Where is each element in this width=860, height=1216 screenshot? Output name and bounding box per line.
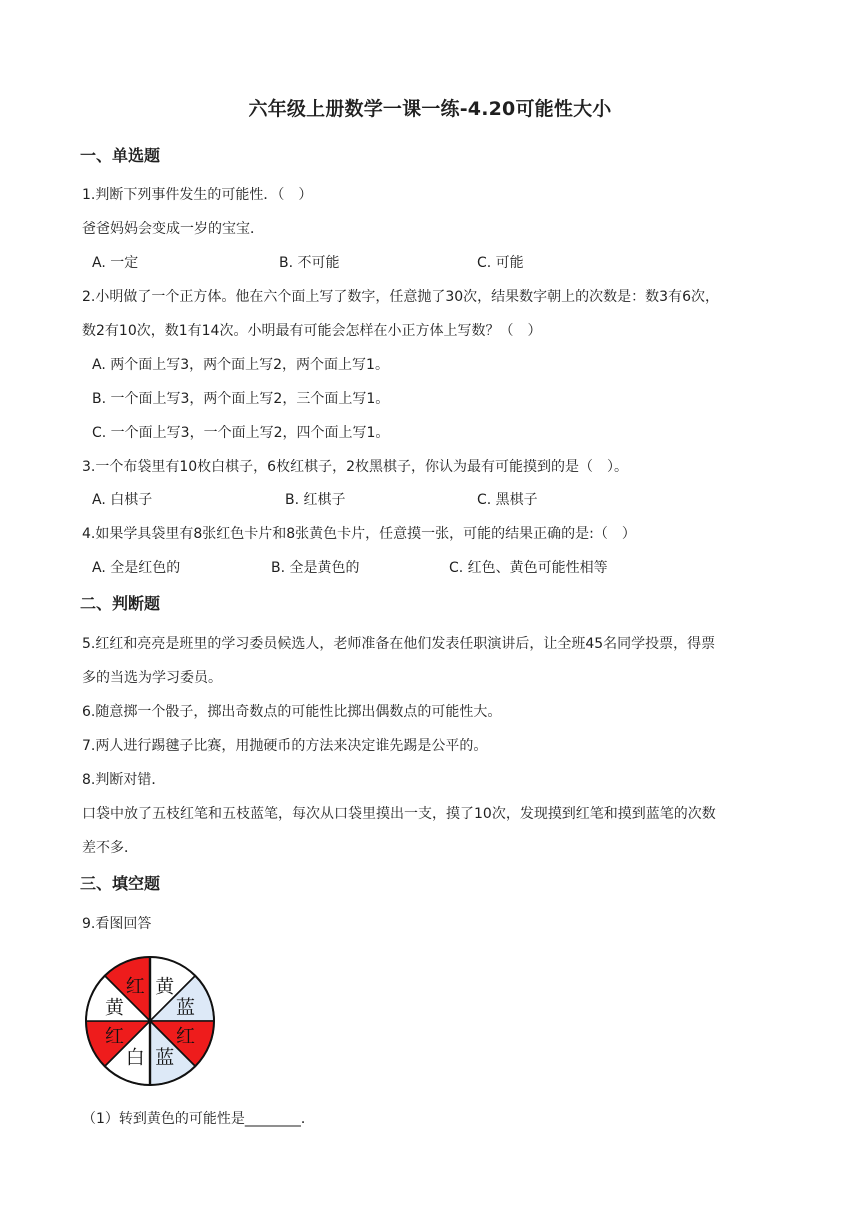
question-8-stem: 8.判断对错． xyxy=(82,772,166,788)
wheel-sector-label: 黄 xyxy=(105,996,125,1019)
page-title: 六年级上册数学一课一练-4.20可能性大小 xyxy=(248,98,612,120)
wheel-sector-label: 蓝 xyxy=(175,996,195,1019)
question-4-option-a: A. 全是红色的 xyxy=(92,560,181,576)
wheel-sector-label: 黄 xyxy=(155,975,175,998)
question-1-option-c: C. 可能 xyxy=(477,255,524,271)
question-2-option-a: A. 两个面上写3，两个面上写2，两个面上写1。 xyxy=(92,357,389,373)
question-4-stem: 4.如果学具袋里有8张红色卡片和8张黄色卡片，任意摸一张，可能的结果正确的是:（ ） xyxy=(82,526,636,542)
question-5-line-2: 多的当选为学习委员。 xyxy=(82,670,222,686)
wheel-sector-label: 红 xyxy=(175,1025,195,1048)
wheel-sector-label: 蓝 xyxy=(155,1046,175,1069)
question-2-stem-line-1: 2.小明做了一个正方体。他在六个面上写了数字，任意抛了30次，结果数字朝上的次数是：数3有6次， xyxy=(82,289,719,305)
question-7: 7.两人进行踢毽子比赛，用抛硬币的方法来决定谁先踢是公平的。 xyxy=(82,738,488,754)
question-1-option-a: A. 一定 xyxy=(92,255,139,271)
question-2-option-b: B. 一个面上写3，两个面上写2，三个面上写1。 xyxy=(92,391,390,407)
section-heading-single-choice: 一、单选题 xyxy=(80,146,161,165)
question-4-option-b: B. 全是黄色的 xyxy=(271,560,360,576)
wheel-sector-label: 红 xyxy=(125,975,145,998)
question-3-option-c: C. 黑棋子 xyxy=(477,492,538,508)
question-9-sub-1: （1）转到黄色的可能性是________． xyxy=(82,1111,315,1127)
question-3-option-a: A. 白棋子 xyxy=(92,492,153,508)
question-2-option-c: C. 一个面上写3，一个面上写2，四个面上写1。 xyxy=(92,425,390,441)
question-8-line-1: 口袋中放了五枝红笔和五枝蓝笔，每次从口袋里摸出一支，摸了10次，发现摸到红笔和摸到蓝笔的次数 xyxy=(82,806,716,822)
question-1-option-b: B. 不可能 xyxy=(279,255,340,271)
section-heading-true-false: 二、判断题 xyxy=(80,594,161,613)
wheel-sector-label: 红 xyxy=(105,1025,125,1048)
wheel-sector-label: 白 xyxy=(125,1046,145,1069)
spinner-wheel-figure xyxy=(80,952,220,1092)
question-2-stem-line-2: 数2有10次，数1有14次。小明最有可能会怎样在小正方体上写数？（ ） xyxy=(82,323,542,339)
question-1-stem: 1.判断下列事件发生的可能性．（ ） xyxy=(82,187,313,203)
question-1-sub: 爸爸妈妈会变成一岁的宝宝． xyxy=(82,221,264,237)
question-5-line-1: 5.红红和亮亮是班里的学习委员候选人，老师准备在他们发表任职演讲后，让全班45名同学投票，得票 xyxy=(82,636,716,652)
section-heading-fill-blank: 三、填空题 xyxy=(80,874,161,893)
question-4-option-c: C. 红色、黄色可能性相等 xyxy=(449,560,608,576)
question-3-option-b: B. 红棋子 xyxy=(285,492,346,508)
question-3-stem: 3.一个布袋里有10枚白棋子，6枚红棋子，2枚黑棋子，你认为最有可能摸到的是（ ）。 xyxy=(82,459,628,475)
question-9-stem: 9.看图回答 xyxy=(82,916,152,932)
question-6: 6.随意掷一个骰子，掷出奇数点的可能性比掷出偶数点的可能性大。 xyxy=(82,704,502,720)
question-8-line-2: 差不多． xyxy=(82,840,138,856)
